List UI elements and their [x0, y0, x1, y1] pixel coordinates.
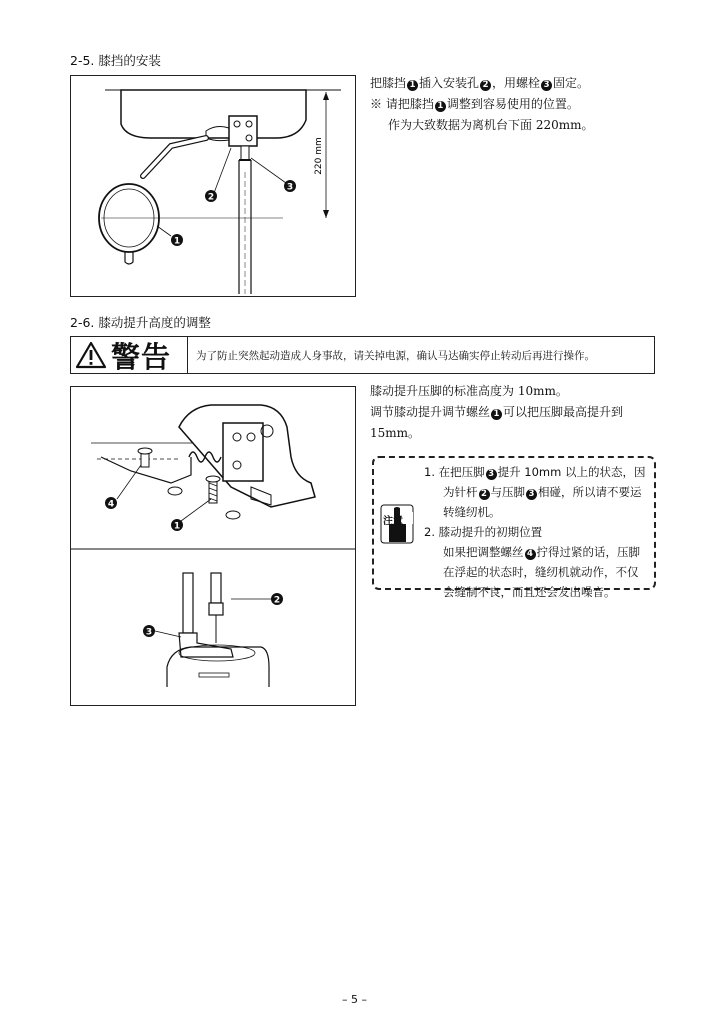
warning-triangle-icon [75, 341, 107, 369]
callout-1 [171, 519, 183, 532]
text-segment: 提升 10mm 以上的状态，因 [497, 465, 646, 479]
svg-text:3: 3 [286, 182, 294, 193]
page-number: – 5 – [342, 993, 367, 1006]
warning-word: 警告 [111, 339, 172, 374]
instruction-line [370, 94, 593, 115]
instruction-line [370, 381, 623, 402]
ref-number-1: 1 [407, 80, 418, 91]
caution-line [418, 582, 646, 602]
warning-label [71, 337, 188, 373]
callout-4 [105, 497, 117, 510]
knee-lift-adjust-instructions [370, 381, 623, 444]
text-segment: 在浮起的状态时，缝纫机就动作，不仅 [443, 565, 639, 579]
knee-lifter-illustration [71, 76, 355, 296]
knee-lifter-install-instructions [370, 73, 593, 136]
caution-line [418, 562, 646, 582]
svg-text:1: 1 [173, 521, 181, 532]
callout-3 [284, 180, 296, 193]
callout-1 [171, 234, 183, 247]
text-segment: 作为大致数据为离机台下面 220mm。 [388, 118, 594, 132]
callout-3 [143, 625, 155, 638]
caution-line [418, 462, 646, 482]
warning-text: 为了防止突然起动造成人身事故，请关掉电源，确认马达确实停止转动后再进行操作。 [196, 349, 595, 362]
text-segment: 如果把调整螺丝 [443, 545, 524, 559]
callout-2 [205, 190, 217, 203]
section-heading-knee-lift-adjust: 2-6. 膝动提升高度的调整 [70, 315, 211, 330]
svg-text:3: 3 [145, 627, 153, 638]
ref-number-4: 4 [525, 549, 536, 560]
section-heading-knee-lifter-install: 2-5. 膝挡的安装 [70, 53, 161, 68]
text-segment: 相碰，所以请不要运 [538, 485, 642, 499]
caution-icon-label-1: 注意 [383, 516, 403, 527]
ref-number-2: 2 [479, 489, 490, 500]
text-segment: 把膝挡 [370, 76, 407, 90]
text-segment: 1. 在把压脚 [424, 465, 485, 479]
text-segment: 拧得过紧的话，压脚 [536, 545, 640, 559]
ref-number-3: 3 [541, 80, 552, 91]
ref-number-1: 1 [491, 409, 502, 420]
text-segment: 为针杆 [443, 485, 478, 499]
dimension-label: 220 mm [314, 137, 324, 175]
figure-knee-lifter-install [70, 75, 356, 297]
instruction-line [370, 402, 623, 423]
svg-text:2: 2 [207, 192, 215, 203]
caution-box [372, 456, 656, 599]
caution-line [418, 522, 646, 542]
instruction-line [370, 73, 593, 94]
caution-line [418, 542, 646, 562]
text-segment: 膝动提升压脚的标准高度为 10mm。 [370, 384, 568, 398]
text-segment: 插入安装孔 [419, 76, 480, 90]
ref-number-1: 1 [435, 101, 446, 112]
text-segment: 调节膝动提升调节螺丝 [370, 405, 491, 419]
knee-lift-adjust-illustration [71, 387, 355, 705]
warning-box [70, 336, 655, 374]
svg-text:2: 2 [273, 595, 281, 606]
text-segment: 调整到容易使用的位置。 [446, 97, 579, 111]
svg-text:1: 1 [173, 236, 181, 247]
caution-text [418, 462, 646, 602]
text-segment: ，用螺栓 [492, 76, 541, 90]
ref-number-3: 3 [526, 489, 537, 500]
text-segment: 与压脚 [490, 485, 525, 499]
ref-number-3: 3 [486, 469, 497, 480]
svg-text:4: 4 [107, 499, 115, 510]
caution-line [418, 482, 646, 502]
text-segment: 15mm。 [370, 426, 421, 440]
callout-2 [271, 593, 283, 606]
text-segment: ※ 请把膝挡 [370, 97, 434, 111]
instruction-line [370, 115, 593, 136]
figure-knee-lift-adjust [70, 386, 356, 706]
ref-number-2: 2 [480, 80, 491, 91]
text-segment: 会缝制不良，而且还会发出噪音。 [443, 585, 616, 599]
text-segment: 2. 膝动提升的初期位置 [424, 525, 543, 539]
instruction-line [370, 423, 623, 444]
caution-line [418, 502, 646, 522]
text-segment: 固定。 [553, 76, 590, 90]
text-segment: 可以把压脚最高提升到 [503, 405, 624, 419]
text-segment: 转缝纫机。 [443, 505, 501, 519]
